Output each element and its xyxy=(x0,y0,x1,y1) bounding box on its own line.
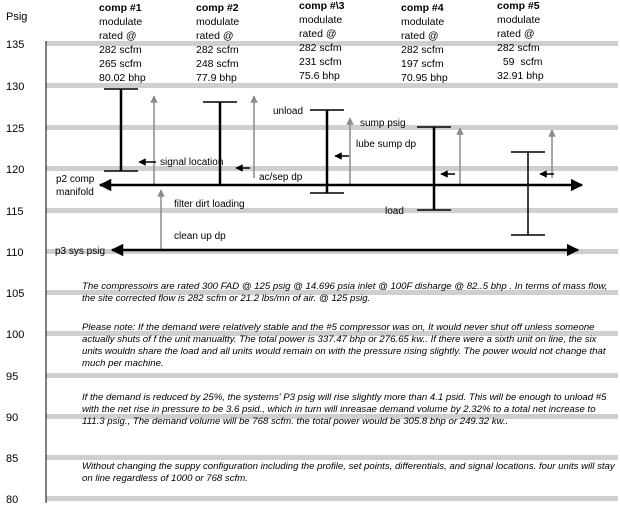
compressor-mode: modulate xyxy=(196,16,240,28)
compressor-mode: modulate xyxy=(299,14,343,26)
compressor-actual-flow: 231 scfm xyxy=(299,56,342,68)
compressor-mode: modulate xyxy=(497,14,541,26)
y-tick-label: 130 xyxy=(6,81,25,93)
compressor-title: comp #\3 xyxy=(299,0,345,12)
compressor-power: 77.9 bhp xyxy=(196,72,237,84)
compressor-title: comp #2 xyxy=(196,2,239,14)
clean-up-dp-label: clean up dp xyxy=(174,231,226,242)
compressor-power: 70.95 bhp xyxy=(401,72,448,84)
compressor-rated: rated @ xyxy=(401,30,439,42)
gridline-85 xyxy=(46,455,618,460)
compressor-actual-flow: 248 scfm xyxy=(196,58,239,70)
compressor-mode: modulate xyxy=(401,16,445,28)
range-bar-comp-2 xyxy=(203,102,237,184)
compressor-rated: rated @ xyxy=(299,28,337,40)
compressor-rated-flow: 282 scfm xyxy=(196,44,239,56)
y-tick-label: 100 xyxy=(6,329,25,341)
y-tick-label: 110 xyxy=(6,247,24,259)
compressor-power: 32.91 bhp xyxy=(497,70,544,82)
ac-sep-dp-label: ac/sep dp xyxy=(259,172,303,183)
note-supply-config: Without changing the suppy configuration including the profile, set points, differentials, and signal locations. four units will stay on line regardless of 1000 or 768 scfm. xyxy=(82,461,615,485)
compressor-rated: rated @ xyxy=(196,30,234,42)
sump-psig-label: sump psig xyxy=(360,118,406,129)
gray-dp-arrows xyxy=(154,96,552,250)
load-label: load xyxy=(385,206,404,217)
compressor-rated: rated @ xyxy=(497,28,535,40)
unload-label: unload xyxy=(273,106,304,117)
y-tick-label: 135 xyxy=(6,39,25,51)
compressor-power: 75.6 bhp xyxy=(299,70,340,82)
lube-sump-dp-label: lube sump dp xyxy=(356,139,417,150)
p3-sys-psig-label: p3 sys psig xyxy=(55,246,106,257)
y-tick-label: 80 xyxy=(6,494,19,506)
compressor-actual-flow: 197 scfm xyxy=(401,58,444,70)
gridline-125 xyxy=(46,125,618,130)
y-tick-label: 95 xyxy=(6,371,19,383)
compressor-rated-flow: 282 scfm xyxy=(497,42,540,54)
compressor-mode: modulate xyxy=(99,16,143,28)
gridline-95 xyxy=(46,373,618,378)
compressor-rated-flow: 282 scfm xyxy=(401,44,444,56)
p2-manifold-label: manifold xyxy=(56,187,94,198)
note-demand-reduced: If the demand is reduced by 25%, the systems' P3 psig will rise slightly more than 4.1 psid. This will be enough to unload #5 with the net rise in pressure to be 3.6 psid., which in turn will inreasae demand volume by 2.32% to a total net increase to 111.3 psig., The demand volume will be 768 scfm. the total power would be 305.8 bhp or 249.32 kw.. xyxy=(82,392,607,428)
y-tick-label: 105 xyxy=(6,288,25,300)
gridline-115 xyxy=(46,208,618,213)
note-demand-stable: Please note: If the demand were relatively stable and the #5 compressor was on, It would never shut off unless someone actually shuts of f the unit manualtty. The total power is 337.47 bhp or 276.65 kw.. If there were a sixth unit on line, the six units wouldn share the load and all units would remain on with the pressure rising slightly. The power would not change that much per machine. xyxy=(82,322,606,370)
compressor-title: comp #4 xyxy=(401,2,444,14)
compressor-title: comp #1 xyxy=(99,2,142,14)
y-tick-labels xyxy=(6,39,24,506)
note-rating: The compressoirs are rated 300 FAD @ 125 psig @ 14.696 psia inlet @ 100F disharge @ 82..5 bhp . In terms of mass flow, the site corrected flow is 282 scfm or 21.2 lbs/mn of air. @ 125 psig. xyxy=(82,281,608,305)
axis-unit-label: Psig xyxy=(6,11,28,23)
y-tick-label: 90 xyxy=(6,412,19,424)
compressor-rated-flow: 282 scfm xyxy=(99,44,142,56)
compressor-rated: rated @ xyxy=(99,30,137,42)
p2-comp-label: p2 comp xyxy=(56,174,95,185)
compressor-actual-flow: 265 scfm xyxy=(99,58,142,70)
compressor-rated-flow: 282 scfm xyxy=(299,42,342,54)
filter-dirt-loading-label: filter dirt loading xyxy=(174,199,245,210)
y-tick-label: 120 xyxy=(6,164,25,176)
y-tick-label: 115 xyxy=(6,206,24,218)
gridline-80 xyxy=(46,496,618,501)
y-tick-label: 85 xyxy=(6,453,19,465)
range-bar-comp-5 xyxy=(511,152,545,235)
compressor-power: 80.02 bhp xyxy=(99,72,146,84)
compressor-actual-flow: 59 scfm xyxy=(497,56,543,68)
compressor-title: comp #5 xyxy=(497,0,540,12)
range-bar-comp-3 xyxy=(310,110,344,193)
y-tick-label: 125 xyxy=(6,123,25,135)
signal-location-label: signal location xyxy=(160,157,224,168)
